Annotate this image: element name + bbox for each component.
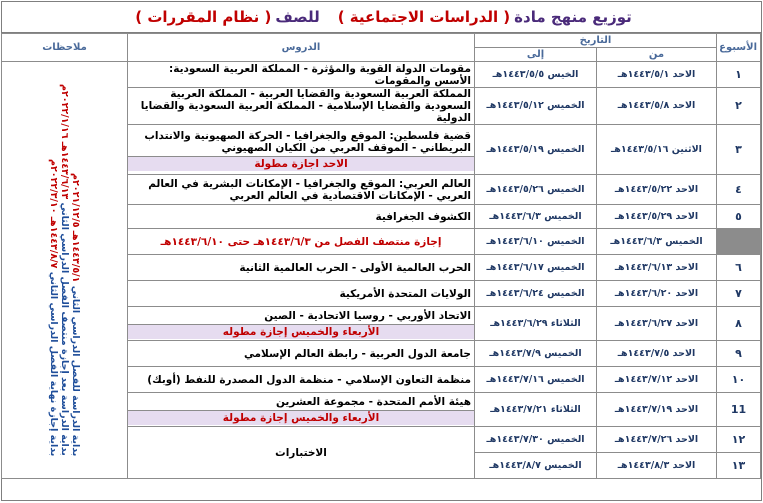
date-to: الخيس ١٤٤٣/٥/٥هـ	[475, 62, 597, 88]
note-line	[48, 84, 59, 456]
week-number: ٥	[717, 205, 761, 229]
lesson-cell	[128, 307, 475, 341]
header-date: التاريخ	[475, 34, 717, 48]
week-number: ٧	[717, 281, 761, 307]
lesson-text: الحرب العالمية الأولى - الحرب العالمية الثانية	[128, 255, 475, 281]
week-number: ١٢	[717, 427, 761, 453]
header-week: الأسبوع	[717, 34, 761, 62]
date-to: الخميس ١٤٤٣/٦/٣هـ	[475, 205, 597, 229]
lesson-text: الولايات المتحدة الأمريكية	[128, 281, 475, 307]
week-number: ٣	[717, 125, 761, 175]
note-date: ١٤٤٣/٨/٧هـ ٢٠٢٢/٣/١٠م	[48, 158, 59, 268]
lesson-text: منظمة التعاون الإسلامي - منظمة الدول المصدرة للنفط (أوبك)	[128, 367, 475, 393]
holiday-note: الأربعاء والخميس إجازة مطولة	[128, 410, 474, 425]
title-prefix: توزيع منهج مادة	[514, 8, 632, 26]
week-number: ٩	[717, 341, 761, 367]
date-to: الثلاثاء ١٤٤٣/٦/٢٩هـ	[475, 307, 597, 341]
lesson-text: مقومات الدولة القوية والمؤثرة - المملكة العربية السعودية: الأسس والمقومات	[128, 62, 475, 88]
lesson-text: جامعة الدول العربية - رابطة العالم الإسلامي	[128, 341, 475, 367]
date-to: الخميس ١٤٤٣/٧/٣٠هـ	[475, 427, 597, 453]
week-number: ٤	[717, 175, 761, 205]
header-lessons: الدروس	[128, 34, 475, 62]
lesson-text: الكشوف الجغرافية	[128, 205, 475, 229]
holiday-note: الأربعاء والخميس إجازة مطوله	[128, 324, 474, 339]
title-subject: ( الدراسات الاجتماعية )	[337, 8, 511, 26]
date-from: الاحد ١٤٤٣/٥/١هـ	[597, 62, 717, 88]
holiday-note: الاحد اجازة مطولة	[128, 156, 474, 171]
week-number: ٦	[717, 255, 761, 281]
title-mid: للصف	[275, 8, 320, 26]
lesson-text: الاختبارات	[128, 427, 475, 479]
date-from: الاحد ١٤٤٣/٦/٢٠هـ	[597, 281, 717, 307]
note-line	[70, 84, 81, 456]
lesson-text: المملكة العربية السعودية والقضايا العربية - المملكة العربية السعودية والقضايا الإسلامية - المملكة العربية السعودية والقضايا الدولية	[128, 88, 475, 125]
header-from: من	[597, 48, 717, 62]
week-number: ٨	[717, 307, 761, 341]
date-to: الخميس ١٤٤٣/٧/١٦هـ	[475, 367, 597, 393]
date-to: الخميس ١٤٤٣/٦/١٧هـ	[475, 255, 597, 281]
date-from: الاثنين ١٤٤٣/٥/١٦هـ	[597, 125, 717, 175]
week-number: ٢	[717, 88, 761, 125]
date-to: الخميس ١٤٤٣/٨/٧هـ	[475, 453, 597, 479]
date-from: الاحد ١٤٤٣/٦/١٣هـ	[597, 255, 717, 281]
date-from: الخميس ١٤٤٣/٦/٣هـ	[597, 229, 717, 255]
curriculum-sheet	[1, 1, 762, 501]
week-number: ١	[717, 62, 761, 88]
date-from: الاحد ١٤٤٣/٧/٢٦هـ	[597, 427, 717, 453]
schedule-table	[1, 33, 761, 479]
date-from: الاحد ١٤٤٣/٥/٢٢هـ	[597, 175, 717, 205]
notes-cell	[2, 62, 128, 479]
lesson-text: قضية فلسطين: الموقع والجغرافيا - الحركة الصهيونية والانتداب البريطاني - الموقف العربي من الكيان الصهيوني	[144, 130, 471, 154]
date-to: الثلاثاء ١٤٤٣/٧/٢١هـ	[475, 393, 597, 427]
date-from: الاحد ١٤٤٣/٧/١٩هـ	[597, 393, 717, 427]
title-system: ( نظام المقررات )	[135, 8, 272, 26]
note-date: ١٤٤٣/٥/١هـ ٢٠٢١/١٢/٥م	[70, 172, 81, 283]
note-label: بداية الدراسة بعد إجازة منتصف الفصل الدراسي الثاني	[59, 202, 70, 456]
week-number: 11	[717, 393, 761, 427]
date-from: الاحد ١٤٤٣/٨/٣هـ	[597, 453, 717, 479]
lesson-cell	[128, 125, 475, 175]
date-from: الاحد ١٤٤٣/٧/١٢هـ	[597, 367, 717, 393]
notes-text	[48, 84, 81, 456]
week-number: ١٣	[717, 453, 761, 479]
date-to: الخميس ١٤٤٣/٥/١٢هـ	[475, 88, 597, 125]
note-label: بداية إجازة نهاية الفصل الدراسي الثاني	[48, 271, 59, 456]
week-number: ١٠	[717, 367, 761, 393]
date-to: الخميس ١٤٤٣/٦/٢٤هـ	[475, 281, 597, 307]
page-title	[2, 2, 761, 33]
midterm-break-note: إجازة منتصف الفصل من ١٤٤٣/٦/٣هـ حتى ١٤٤٣/٦/١٠هـ	[128, 229, 475, 255]
lesson-text: هيئة الأمم المتحدة - مجموعة العشرين	[275, 396, 471, 408]
note-line	[59, 84, 70, 456]
date-from: الاحد ١٤٤٣/٧/٥هـ	[597, 341, 717, 367]
lesson-text: العالم العربي: الموقع والجغرافيا - الإمكانات البشرية في العالم العربي - الإمكانات الاقتصادية في العالم العربي	[128, 175, 475, 205]
header-to: إلى	[475, 48, 597, 62]
date-to: الخميس ١٤٤٣/٥/١٩هـ	[475, 125, 597, 175]
header-notes: ملاحظات	[2, 34, 128, 62]
lesson-text: الاتحاد الأوربي - روسيا الاتحادية - الصين	[264, 310, 471, 322]
note-date: ١٤٤٣/٦/١٣هـ ٢٠٢٢/١/١٦م	[59, 84, 70, 200]
table-row	[2, 62, 761, 88]
date-to: الخميس ١٤٤٣/٦/١٠هـ	[475, 229, 597, 255]
date-from: الاحد ١٤٤٣/٥/٢٩هـ	[597, 205, 717, 229]
date-to: الخميس ١٤٤٣/٧/٩هـ	[475, 341, 597, 367]
date-from: الاحد ١٤٤٣/٦/٢٧هـ	[597, 307, 717, 341]
note-label: بداية الدراسة للفصل الدراسي الثاني	[70, 285, 81, 456]
week-number	[717, 229, 761, 255]
date-from: الاحد ١٤٤٣/٥/٨هـ	[597, 88, 717, 125]
date-to: الخميس ١٤٤٣/٥/٢٦هـ	[475, 175, 597, 205]
lesson-cell	[128, 393, 475, 427]
